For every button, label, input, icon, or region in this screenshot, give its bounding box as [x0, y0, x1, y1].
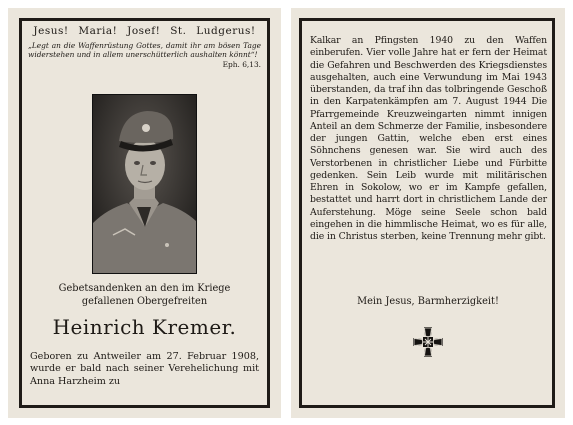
quote-text: „Legt an die Waffenrüstung Gottes, damit ihr am bösen Tage widerstehen und in allem unerschütterlich aushalten könnt“!	[28, 41, 261, 60]
portrait-photo-graphic	[93, 95, 196, 273]
right-card-panel	[291, 8, 565, 418]
closing-prayer: Mein Jesus, Barmherzigkeit!	[357, 296, 499, 307]
scripture-quote	[28, 41, 261, 69]
biography-start: Geboren zu Antweiler am 27. Februar 1908, wurde er bald nach seiner Verehelichung mit Anna Harzheim zu	[30, 351, 259, 387]
portrait-photo	[92, 94, 197, 274]
left-card-panel	[8, 8, 281, 418]
memorial-caption	[8, 283, 281, 308]
caption-line-1: Gebetsandenken an den im Kriege	[58, 283, 231, 294]
deceased-name: Heinrich Kremer.	[52, 315, 237, 339]
caption-line-2: gefallenen Obergefreiten	[81, 295, 208, 307]
biography-continued: Kalkar an Pfingsten 1940 zu den Waffen einberufen. Vier volle Jahre hat er fern der Heimat die Gefahren und Beschwerden des Kriegsdienstes ausgehalten, auch eine Verwundung im Mai 1943 überstanden, da traf ihn das tolbringende Geschoß in den Karpatenkämpfen am 7. August 1944 Die Pfarrgemeinde Kreuzweingarten nimmt innigen Anteil an dem Schmerze der Familie, insbesondere der jungen Gattin, welche eben erst eines Söhnchens genesen war. Sie wird auch des Verstorbenen in christlicher Liebe und Fürbitte gedenken. Sein Leib wurde mit militärischen Ehren in Sokolow, wo er im Kampfe gefallen, bestattet und harrt dort in christlichem Lande der Auferstehung. Möge seine Seele schon bald eingehen in die himmlische Heimat, wo es für alle, die in Christus sterben, keine Trennung mehr gibt.	[310, 35, 547, 242]
quote-reference: Eph. 6,13.	[222, 59, 261, 69]
iron-cross-icon	[411, 325, 445, 359]
invocation-line: Jesus! Maria! Josef! St. Ludgerus!	[33, 25, 256, 37]
